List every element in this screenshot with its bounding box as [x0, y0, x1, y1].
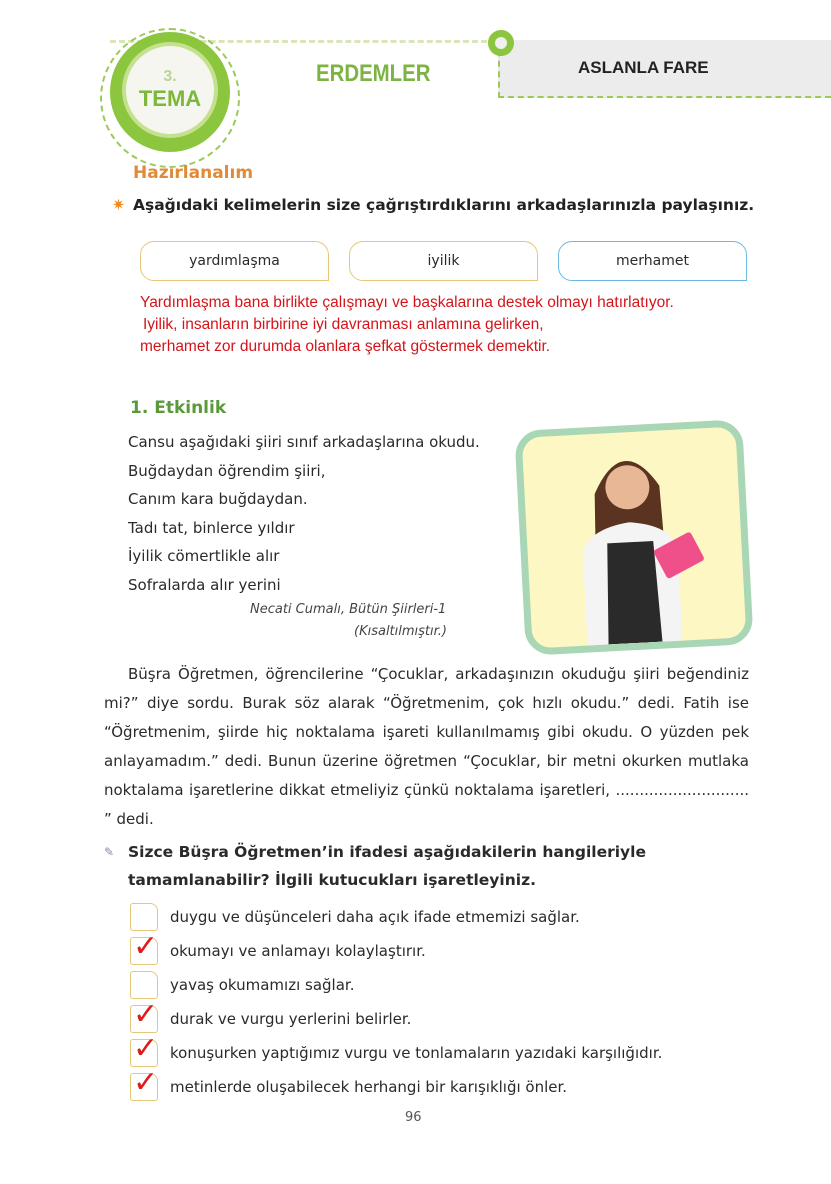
- word-box: yardımlaşma: [140, 241, 329, 281]
- lesson-title: ASLANLA FARE: [578, 58, 709, 77]
- girl-reading-photo: [514, 419, 753, 656]
- checkbox[interactable]: [130, 971, 158, 999]
- poem-line: Sofralarda alır yerini: [128, 575, 281, 594]
- instruction: [112, 196, 754, 214]
- theme-title: ERDEMLER: [316, 60, 431, 87]
- question: [104, 838, 749, 894]
- poem-line: Buğdaydan öğrendim şiiri,: [128, 461, 326, 480]
- check-icon: ✓: [133, 997, 159, 1032]
- abridged-note: (Kısaltılmıştır.): [354, 624, 447, 639]
- option-label: durak ve vurgu yerlerini belirler.: [170, 1010, 412, 1028]
- page-number: 96: [405, 1110, 422, 1125]
- check-icon: ✓: [133, 1065, 159, 1100]
- check-icon: ✓: [133, 1031, 159, 1066]
- option-item: [130, 968, 662, 1002]
- poem: [128, 428, 480, 643]
- lesson-title-box: [498, 40, 831, 98]
- answer-line: merhamet zor durumda olanlara şefkat göstermek demektir.: [140, 338, 551, 355]
- instruction-text: Aşağıdaki kelimelerin size çağrıştırdıklarını arkadaşlarınızla paylaşınız.: [133, 196, 755, 214]
- paragraph-text: Büşra Öğretmen, öğrencilerine “Çocuklar, arkadaşınızın okuduğu şiiri beğendiniz mi?” diye sordu. Burak söz alarak “Öğretmenim, çok hızlı okudu.” dedi. Fatih ise “Öğretmenim, şiirde hiç noktalama işareti kullanılmamış gibi okudu. O yüzden pek anlayamadım.” dedi. Bunun üzerine öğretmen “Çocuklar, bir metni okurken mutlaka noktalama işaretlerine dikkat etmeliyiz çünkü noktalama işaretleri, ............................ ” dedi.: [104, 665, 749, 828]
- answer-line: Iyilik, insanların birbirine iyi davranması anlamına gelirken,: [143, 316, 544, 333]
- poem-line: Canım kara buğdaydan.: [128, 490, 308, 508]
- question-text: Sizce Büşra Öğretmen’in ifadesi aşağıdakilerin hangileriyle tamamlanabilir? İlgili kutucukları işaretleyiniz.: [128, 843, 646, 889]
- option-label: metinlerde oluşabilecek herhangi bir karışıklığı önler.: [170, 1078, 568, 1096]
- poem-line: Tadı tat, binlerce yıldır: [128, 518, 295, 537]
- intro-text: Cansu aşağıdaki şiiri sınıf arkadaşlarına okudu.: [128, 433, 480, 451]
- checkbox-checked[interactable]: [130, 1031, 159, 1067]
- tema-label: TEMA: [138, 86, 202, 111]
- word-box: iyilik: [349, 241, 538, 281]
- story-paragraph: [104, 660, 749, 834]
- option-label: okumayı ve anlamayı kolaylaştırır.: [170, 942, 426, 960]
- option-label: duygu ve düşünceleri daha açık ifade etmemizi sağlar.: [170, 908, 580, 926]
- checkbox-checked[interactable]: [130, 1065, 159, 1101]
- option-item: [130, 1031, 663, 1070]
- checkbox-checked[interactable]: [130, 929, 159, 965]
- pencil-icon: ✎: [104, 845, 115, 859]
- tema-number: 3.: [163, 68, 177, 85]
- option-item: [130, 997, 662, 1036]
- option-item: [130, 1065, 662, 1104]
- poem-line: İyilik cömertlikle alır: [128, 547, 280, 565]
- option-label: yavaş okumamızı sağlar.: [170, 976, 355, 994]
- option-label: konuşurken yaptığımız vurgu ve tonlamaların yazıdaki karşılığıdır.: [170, 1044, 663, 1062]
- star-icon: ✷: [112, 196, 125, 214]
- answer-line: Yardımlaşma bana birlikte çalışmayı ve başkalarına destek olmayı hatırlatıyor.: [140, 294, 674, 311]
- tema-badge-inner: [122, 42, 218, 138]
- checkbox-checked[interactable]: [130, 997, 159, 1033]
- word-box: merhamet: [558, 241, 747, 281]
- options-list: [130, 900, 662, 1104]
- option-item: [130, 929, 662, 968]
- section-heading: Hazırlanalım: [133, 163, 254, 183]
- check-icon: ✓: [133, 929, 159, 964]
- checkbox[interactable]: [130, 903, 158, 931]
- activity-heading: 1. Etkinlik: [130, 398, 227, 418]
- circle-marker-icon: [488, 30, 514, 56]
- answer-text[interactable]: [140, 292, 674, 358]
- citation: Necati Cumalı, Bütün Şiirleri-1: [250, 602, 447, 617]
- option-item: [130, 900, 662, 934]
